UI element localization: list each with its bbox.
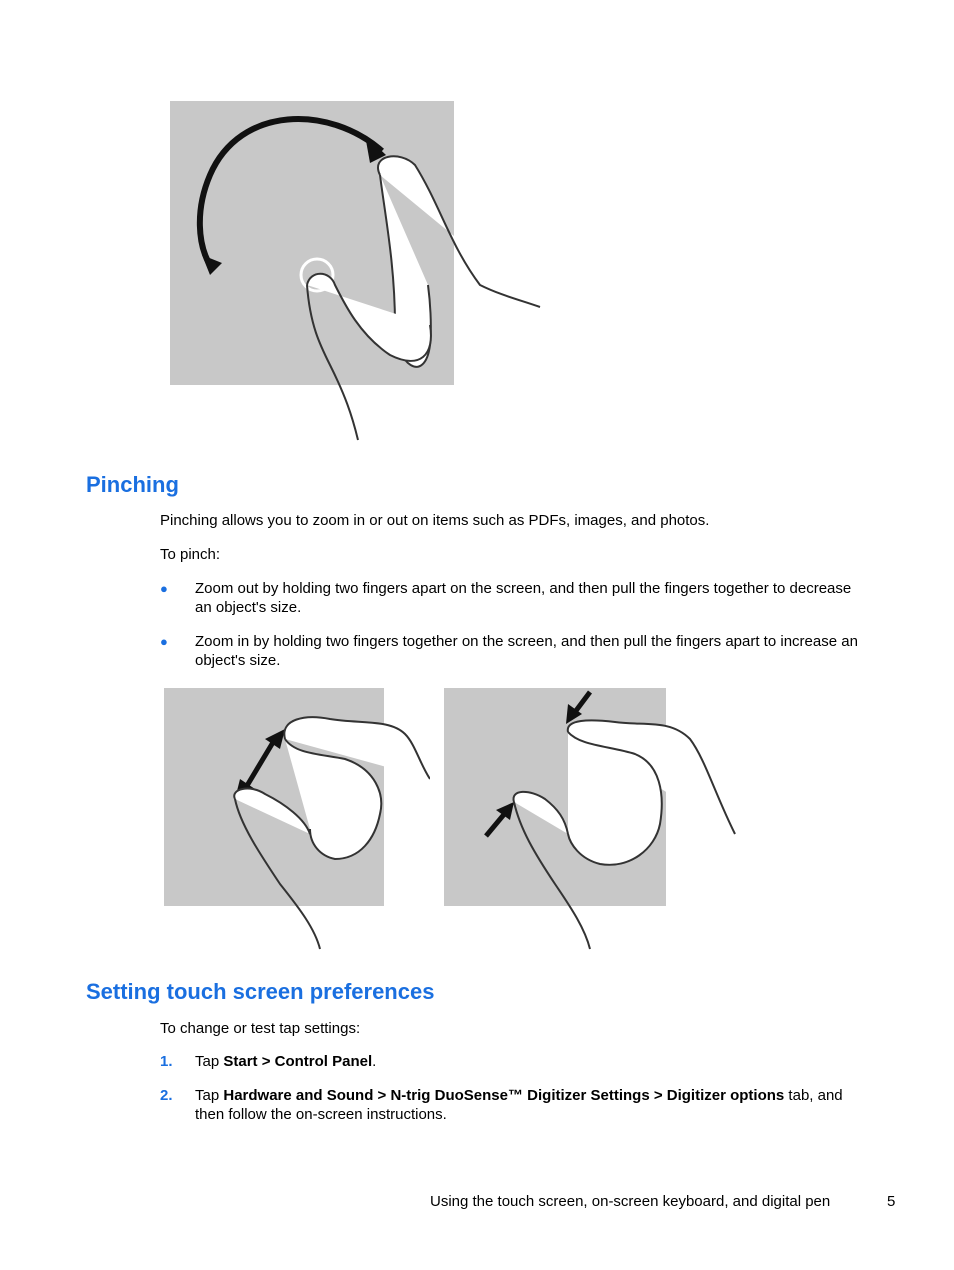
bullet-icon: ●: [160, 634, 168, 649]
pinch-together-gesture-icon: [440, 684, 740, 954]
page-number: 5: [887, 1193, 896, 1210]
bullet-text: Zoom out by holding two fingers apart on the screen, and then pull the fingers together to decrease an object's size.: [195, 580, 852, 616]
bullet-icon: ●: [160, 581, 168, 596]
pinch-together-figure: [440, 684, 740, 954]
bullet-text: Zoom in by holding two fingers together on the screen, and then pull the fingers apart to increase an object's size.: [195, 633, 858, 669]
step-text: Tap Start > Control Panel.: [195, 1053, 377, 1070]
pinching-intro: Pinching allows you to zoom in or out on items such as PDFs, images, and photos.: [160, 512, 710, 529]
pinch-apart-figure: [160, 684, 430, 954]
to-pinch-text: To pinch:: [160, 546, 221, 563]
rotate-gesture-icon: [160, 95, 560, 450]
touch-prefs-heading: Setting touch screen preferences: [86, 979, 435, 1004]
footer-title: Using the touch screen, on-screen keyboard, and digital pen: [430, 1193, 831, 1210]
step-number: 1.: [160, 1053, 173, 1070]
rotate-gesture-figure: [160, 95, 560, 450]
step-number: 2.: [160, 1087, 173, 1104]
pinching-heading: Pinching: [86, 472, 179, 497]
touch-prefs-intro: To change or test tap settings:: [160, 1020, 361, 1037]
step-text: Tap Hardware and Sound > N-trig DuoSense™ Digitizer Settings > Digitizer options tab, and then follow the on-screen instructions.: [195, 1087, 843, 1123]
pinch-apart-gesture-icon: [160, 684, 430, 954]
